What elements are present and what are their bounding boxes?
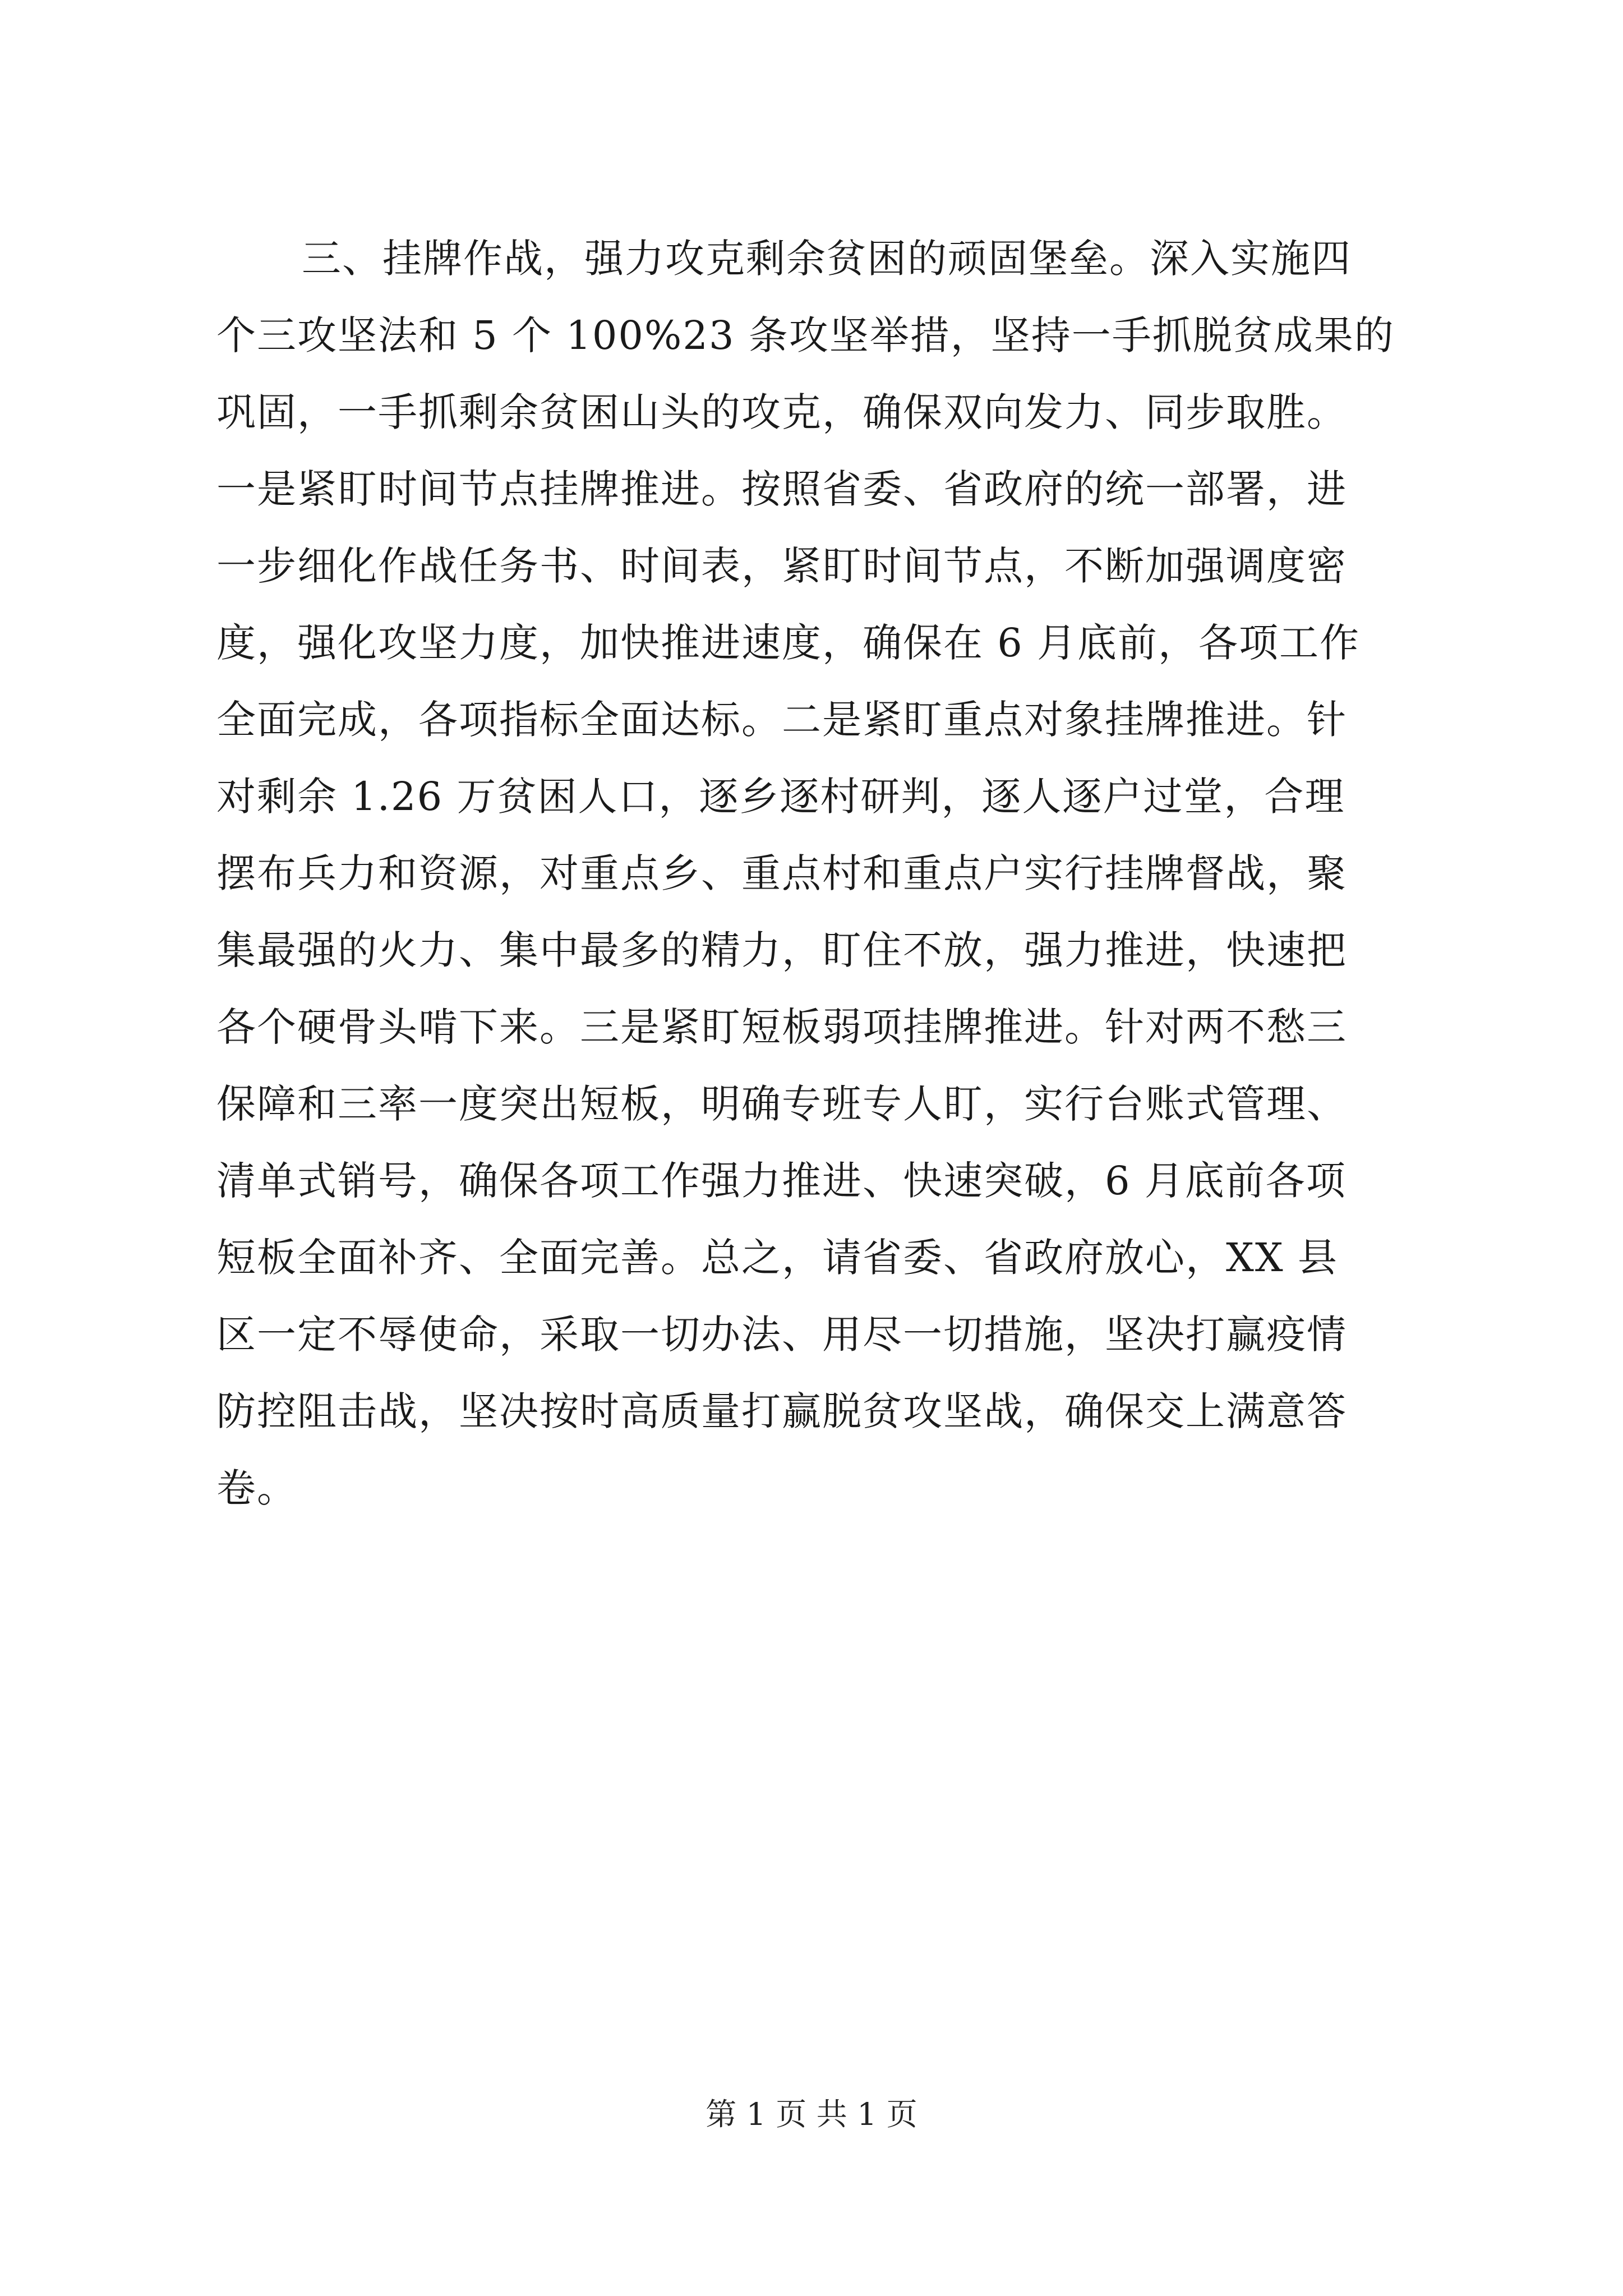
paragraph-line: 巩固，一手抓剩余贫困山头的攻克，确保双向发力、同步取胜。 xyxy=(216,389,1347,435)
paragraph-line: 防控阻击战，坚决按时高质量打赢脱贫攻坚战，确保交上满意答 xyxy=(216,1388,1347,1434)
paragraph-line: 各个硬骨头啃下来。三是紧盯短板弱项挂牌推进。针对两不愁三 xyxy=(216,1004,1347,1050)
page-footer: 第 1 页 共 1 页 xyxy=(706,2096,917,2132)
paragraph-line: 全面完成，各项指标全面达标。二是紧盯重点对象挂牌推进。针 xyxy=(216,697,1347,743)
paragraph-line: 一步细化作战任务书、时间表，紧盯时间节点，不断加强调度密 xyxy=(216,543,1347,589)
paragraph-line: 三、挂牌作战，强力攻克剩余贫困的顽固堡垒。深入实施四 xyxy=(302,236,1352,282)
paragraph-line: 摆布兵力和资源，对重点乡、重点村和重点户实行挂牌督战，聚 xyxy=(216,850,1347,896)
paragraph-line: 短板全面补齐、全面完善。总之，请省委、省政府放心，XX 县 xyxy=(216,1235,1338,1281)
paragraph-line: 清单式销号，确保各项工作强力推进、快速突破，6 月底前各项 xyxy=(216,1158,1347,1204)
paragraph-line: 集最强的火力、集中最多的精力，盯住不放，强力推进，快速把 xyxy=(216,927,1347,973)
paragraph-line: 对剩余 1.26 万贫困人口，逐乡逐村研判，逐人逐户过堂，合理 xyxy=(216,774,1345,820)
paragraph-line: 个三攻坚法和 5 个 100%23 条攻坚举措，坚持一手抓脱贫成果的 xyxy=(216,312,1395,358)
paragraph-line: 保障和三率一度突出短板，明确专班专人盯，实行台账式管理、 xyxy=(216,1081,1347,1127)
paragraph-line: 区一定不辱使命，采取一切办法、用尽一切措施，坚决打赢疫情 xyxy=(216,1312,1347,1358)
paragraph-line: 卷。 xyxy=(216,1465,297,1511)
paragraph-line: 一是紧盯时间节点挂牌推进。按照省委、省政府的统一部署，进 xyxy=(216,466,1347,512)
paragraph-line: 度，强化攻坚力度，加快推进速度，确保在 6 月底前，各项工作 xyxy=(216,620,1361,666)
